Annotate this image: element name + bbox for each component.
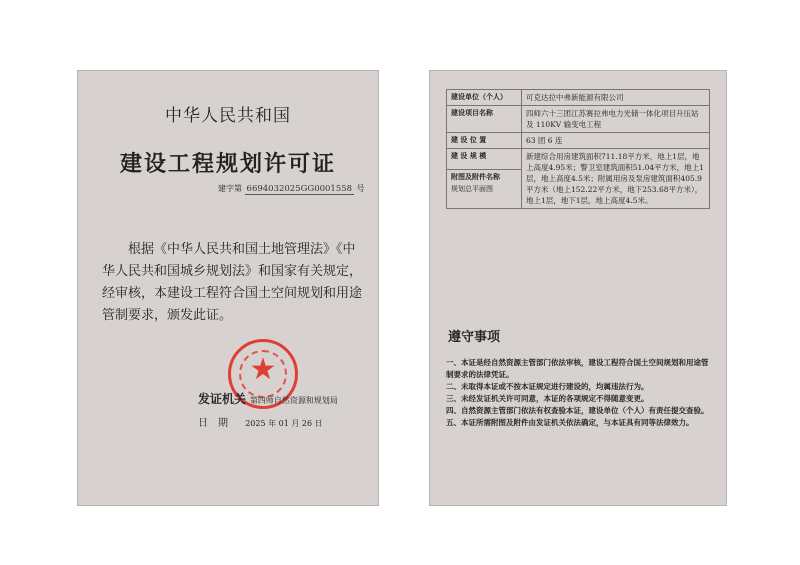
- row-key: 附图及附件名称: [451, 173, 500, 182]
- row-value: 63 团 6 连: [522, 133, 710, 149]
- project-info-table: [446, 89, 710, 209]
- row-key: 建 设 规 模: [447, 149, 522, 170]
- row-key: 建 设 位 置: [447, 133, 522, 149]
- rule-item: 三、未经发证机关许可同意，本证的各项规定不得随意变更。: [446, 394, 649, 403]
- table-row: [447, 149, 710, 170]
- row-key: 建设单位（个人）: [447, 90, 522, 106]
- rule-item: 四、自然资源主管部门依法有权查验本证，建设单位（个人）有责任提交查验。: [446, 406, 709, 415]
- row-value: 四师六十三团江苏赛拉弗电力光储一体化项目升压站及 110KV 输变电工程: [522, 106, 710, 133]
- row-value: 新建综合用房建筑面积711.18平方米，地上1层，地上高度4.95米；警卫室建筑面积51.04平方米，地上1层，地上高度4.5米；附属用房及泵房建筑面积405.9平方米（地上152.22平方米，地下253.68平方米），地上1层，地下1层，地上高度4.5米。: [522, 149, 710, 209]
- rule-item: 五、本证所需附图及附件由发证机关依法确定，与本证具有同等法律效力。: [446, 418, 694, 427]
- permit-number: 6694032025GG0001558: [246, 184, 353, 194]
- rule-item: 一、本证是经自然资源主管部门依法审核，建设工程符合国土空间规划和用途管制要求的法律凭证。: [446, 358, 709, 379]
- table-row: [447, 106, 710, 133]
- permit-detail-page: [429, 70, 727, 506]
- rules-title: 遵守事项: [448, 330, 501, 345]
- row-value: 可克达拉中弗新能源有限公司: [522, 90, 710, 106]
- attachment-name: 规划总平面图: [451, 185, 493, 194]
- date-label: 日 期: [198, 418, 228, 429]
- row-key: 建设项目名称: [447, 106, 522, 133]
- date-line: [198, 414, 323, 429]
- rule-item: 二、未取得本证或不按本证规定进行建设的，均属违法行为。: [446, 382, 649, 391]
- permit-number-line: [218, 183, 365, 195]
- permit-number-prefix: 建字第: [218, 184, 242, 193]
- attachment-key-cell: [447, 170, 522, 209]
- rules-list: [446, 357, 714, 429]
- seal-star-icon: ★: [249, 352, 277, 387]
- permit-cover-page: [77, 70, 379, 506]
- table-row: [447, 90, 710, 106]
- date-value: 2025 年 01 月 26 日: [245, 419, 323, 428]
- certificate-title: 建设工程规划许可证: [119, 151, 336, 177]
- country-name: 中华人民共和国: [165, 106, 291, 126]
- certificate-statement: 根据《中华人民共和国土地管理法》《中华人民共和国城乡规划法》和国家有关规定，经审核，本建设工程符合国土空间规划和用途管制要求，颁发此证。: [102, 242, 363, 323]
- certificate-body: [102, 239, 364, 327]
- issuer-line: [198, 390, 338, 407]
- issuer-label: 发证机关: [198, 392, 247, 406]
- table-row: [447, 133, 710, 149]
- issuer-value: 第四师自然资源和规划局: [249, 396, 338, 405]
- permit-number-suffix: 号: [356, 184, 365, 193]
